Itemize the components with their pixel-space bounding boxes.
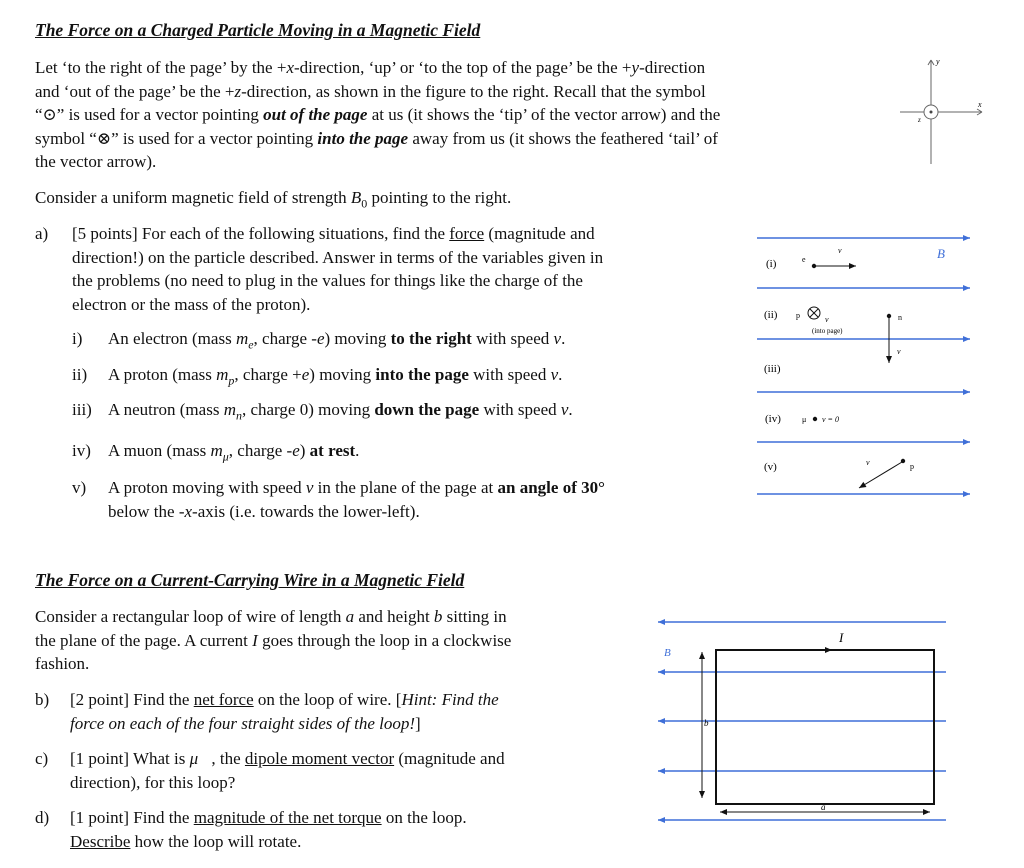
case-iii-label: (iii) <box>764 363 781 375</box>
part-d-label: d) <box>35 808 50 827</box>
item-ii-label: ii) <box>72 365 88 384</box>
current-label: I <box>839 630 844 645</box>
z-axis-label: z <box>918 116 921 124</box>
case-iv-label: (iv) <box>765 413 781 425</box>
item-i-label: i) <box>72 329 83 348</box>
field-b-label: B⃗ <box>664 647 680 659</box>
item-iii-text: A neutron (mass $m_n$, charge 0) moving down the page with speed v. <box>108 400 573 423</box>
item-iii-label: iii) <box>72 400 92 419</box>
item-v-text: A proton moving with speed v in the plane of the page at an angle of 30° below the -x-axis (i.e. towards the lower-left). <box>108 478 605 521</box>
height-label: b <box>704 718 709 728</box>
part-a-text: [5 points] For each of the following situations, find the force (magnitude and direction!) on the particle described. Answer in terms of the variables given in the problems (no need to plug in the values for things like the charge of the electron or the mass of the proton). <box>72 224 604 314</box>
case-i-particle: e <box>802 255 806 264</box>
part-c-text: [1 point] What is μ⃗, the dipole moment vector (magnitude and direction), for this loop? <box>70 749 505 792</box>
case-iv-v: v = 0 <box>822 415 839 424</box>
part-b-label: b) <box>35 690 50 709</box>
case-iv-particle: μ <box>802 415 807 424</box>
section2-title: The Force on a Current-Carrying Wire in a Magnetic Field <box>35 570 465 590</box>
field-b-label: B⃗ <box>937 246 956 261</box>
loop-figure <box>650 600 950 832</box>
case-ii-particle: p <box>796 311 800 320</box>
case-iii-v: v <box>897 347 901 356</box>
item-v-label: v) <box>72 478 87 497</box>
case-ii-v: v <box>825 315 829 324</box>
case-v-particle: p <box>910 462 914 471</box>
section2-intro: Consider a rectangular loop of wire of length a and height b sitting in the plane of the page. A current I goes through the loop in a clockwise fashion. <box>35 607 512 673</box>
particle-figure <box>752 226 976 516</box>
section1-title: The Force on a Charged Particle Moving in a Magnetic Field <box>35 20 481 40</box>
wire-loop <box>716 650 934 804</box>
case-ii-note: (into page) <box>812 327 843 335</box>
item-iv-label: iv) <box>72 441 91 460</box>
part-c-label: c) <box>35 749 49 768</box>
part-b-text: [2 point] Find the net force on the loop of wire. [Hint: Find the force on each of the four straight sides of the loop!] <box>70 690 499 733</box>
case-iii-particle: n <box>898 313 902 322</box>
axes-figure <box>900 52 1000 172</box>
section1-intro: Let ‘to the right of the page’ by the +x-direction, ‘up’ or ‘to the top of the page’ be the +y-direction and ‘out of the page’ be the +z-direction, as shown in the figure to the right. Recall that the symbol “⊙” is used for a vector pointing out of the page at us (it shows the ‘tip’ of the vector arrow) and the symbol “⊗” is used for a vector pointing into the page away from us (it shows the feathered ‘tail’ of the vector arrow). <box>35 58 721 171</box>
length-label: a <box>821 802 826 812</box>
part-a-label: a) <box>35 224 49 243</box>
y-axis-label: y <box>936 57 940 66</box>
item-i-text: An electron (mass $m_e$, charge -e) moving to the right with speed v. <box>108 329 566 352</box>
item-ii-text: A proton (mass $m_p$, charge +e) moving into the page with speed v. <box>108 365 563 388</box>
case-ii-label: (ii) <box>764 309 778 321</box>
case-v-v: v <box>866 458 870 467</box>
case-v-label: (v) <box>764 461 777 473</box>
case-i-v: v <box>838 246 842 255</box>
part-d-text: [1 point] Find the magnitude of the net torque on the loop. Describe how the loop will rotate. <box>70 808 467 851</box>
x-axis-label: x <box>978 100 982 109</box>
item-iv-text: A muon (mass $m_\mu$, charge -e) at rest. <box>108 441 360 464</box>
field-statement: Consider a uniform magnetic field of strength $B_0$ pointing to the right. <box>35 188 512 211</box>
case-i-label: (i) <box>766 258 777 270</box>
